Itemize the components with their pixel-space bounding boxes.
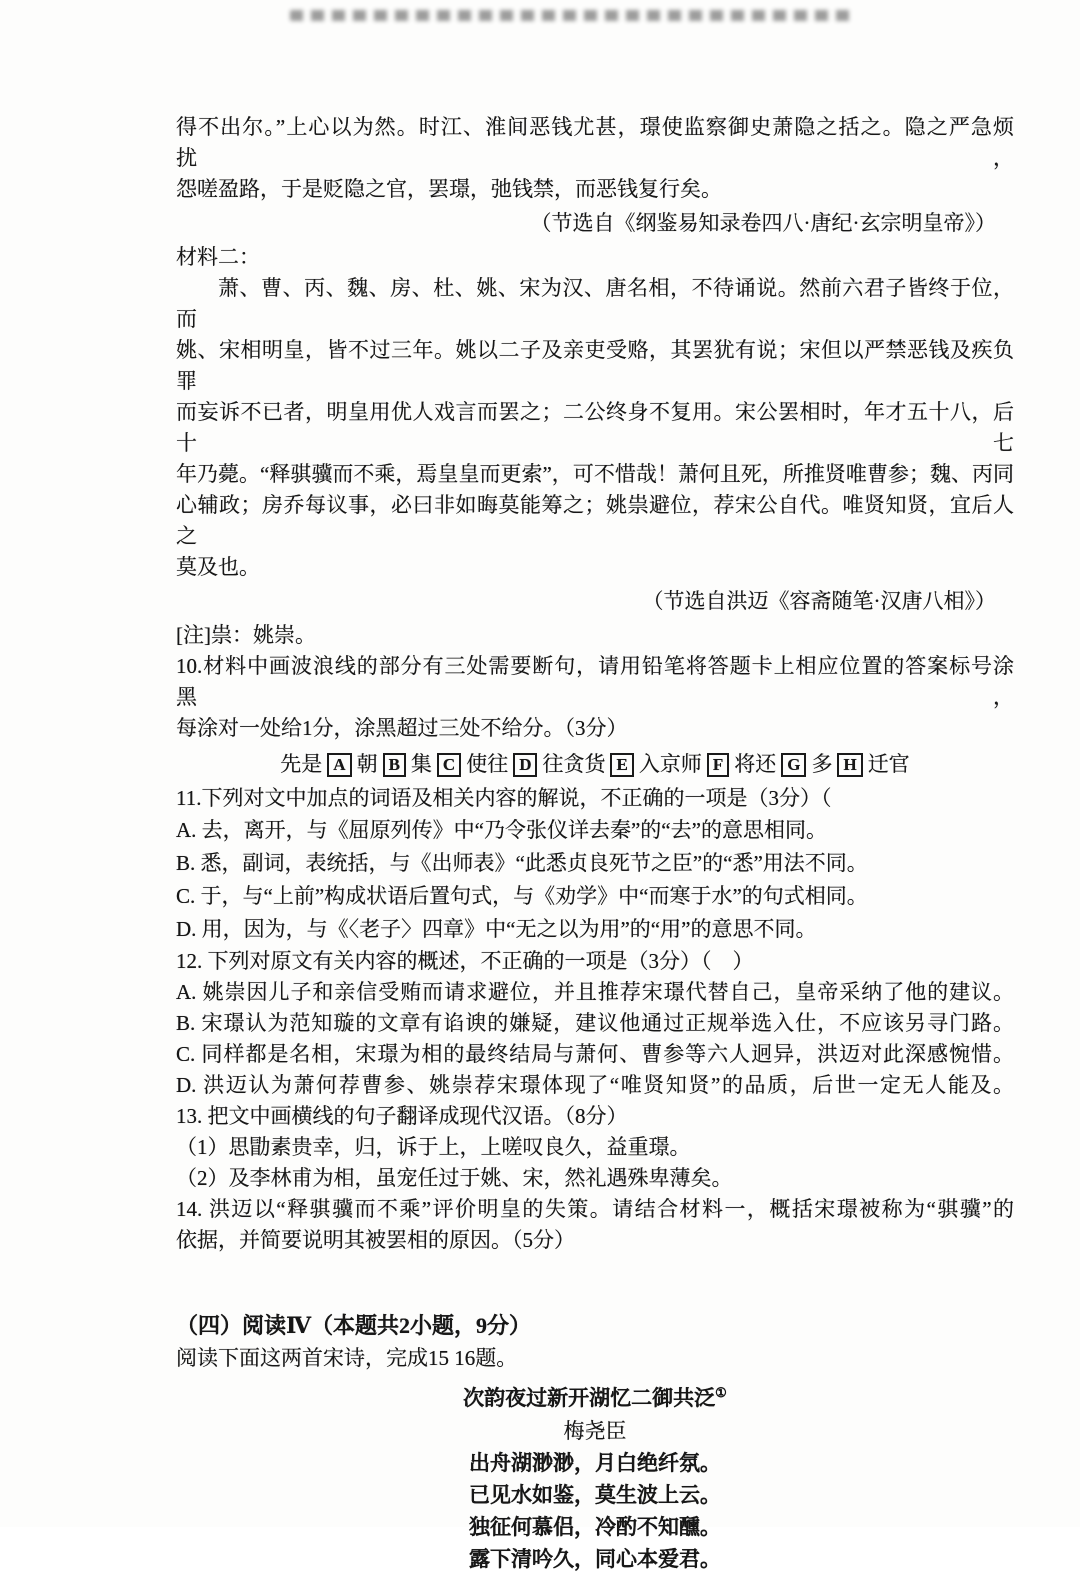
poem-footnote-marker: ① <box>715 1385 727 1400</box>
exam-content-column <box>176 112 1014 1575</box>
section-4-heading: （四）阅读Ⅳ（本题共2小题，9分） <box>176 1313 531 1338</box>
material1-line: 得不出尔。”上心以为然。时江、淮间恶钱尤甚，璟使监察御史萧隐之括之。隐之严急烦扰， <box>176 115 1014 170</box>
question-11-option-a: A. 去，离开，与《屈原列传》中“乃令张仪详去秦”的“去”的意思相同。 <box>176 818 827 842</box>
answer-box-g: G <box>781 753 806 777</box>
question-11-stem: 11.下列对文中加点的词语及相关内容的解说，不正确的一项是（3分）（ <box>176 786 832 810</box>
poem-line: 出舟湖渺渺，月白绝纤氛。 <box>469 1451 721 1475</box>
material2-source-citation: （节选自洪迈《容斋随笔·汉唐八相》） <box>642 589 996 613</box>
material2-label: 材料二： <box>176 245 260 269</box>
question-13-part-2: （2）及李林甫为相，虽宠任过于姚、宋，然礼遇殊卑薄矣。 <box>176 1166 733 1190</box>
question-14-line1: 14. 洪迈以“释骐骥而不乘”评价明皇的失策。请结合材料一，概括宋璟被称为“骐骥”的 <box>176 1197 1014 1221</box>
material2-line: 而妄诉不已者，明皇用优人戏言而罢之；二公终身不复用。宋公罢相时，年才五十八，后十七 <box>176 400 1014 455</box>
poem-line: 独征何慕侣，冷酌不知醺。 <box>469 1515 721 1539</box>
material1-line: 怨嗟盈路，于是贬隐之官，罢璟，弛钱禁，而恶钱复行矣。 <box>176 177 722 201</box>
question-10-break-sentence <box>176 747 1014 781</box>
material2-line: 莫及也。 <box>176 555 260 579</box>
answer-box-c: C <box>437 753 461 777</box>
sentence-segment: 多 <box>811 752 833 776</box>
question-12-stem: 12. 下列对原文有关内容的概述，不正确的一项是（3分）（ ） <box>176 949 754 973</box>
answer-box-h: H <box>837 753 862 777</box>
poem-title <box>176 1376 1014 1415</box>
answer-box-d: D <box>513 753 537 777</box>
poem-line: 已见水如鉴，莫生波上云。 <box>469 1483 721 1507</box>
material2-line: 心辅政；房乔每议事，必曰非如晦莫能筹之；姚祟避位，荐宋公自代。唯贤知贤，宜后人之 <box>176 493 1014 548</box>
sentence-segment: 入京师 <box>638 752 702 776</box>
question-13-part-1: （1）思勖素贵幸，归，诉于上，上嗟叹良久，益重璟。 <box>176 1135 691 1159</box>
poem-line: 露下清吟久，同心本爱君。 <box>469 1547 721 1571</box>
answer-box-f: F <box>707 753 729 777</box>
sentence-segment: 将还 <box>734 752 777 776</box>
answer-box-e: E <box>610 753 633 777</box>
material2-line: 姚、宋相明皇，皆不过三年。姚以二子及亲吏受赂，其罢犹有说；宋但以严禁恶钱及疾负罪 <box>176 338 1014 393</box>
section-4-intro: 阅读下面这两首宋诗，完成15 16题。 <box>176 1346 518 1370</box>
material2-line: 年乃薨。“释骐骥而不乘，焉皇皇而更索”，可不惜哉！萧何且死，所推贤唯曹参；魏、丙同 <box>176 462 1014 486</box>
faded-cutoff-line <box>290 10 850 21</box>
sentence-segment: 往贪货 <box>542 752 606 776</box>
sentence-segment: 先是 <box>280 752 323 776</box>
answer-box-a: A <box>327 753 351 777</box>
question-11-option-b: B. 悉，副词，表统括，与《出师表》“此悉贞良死节之臣”的“悉”用法不同。 <box>176 851 868 875</box>
footnote: [注]祟：姚崇。 <box>176 623 316 647</box>
question-12-option-b: B. 宋璟认为范知璇的文章有谄谀的嫌疑，建议他通过正规举选入仕，不应该另寻门路。 <box>176 1011 1014 1035</box>
sentence-segment: 朝 <box>356 752 378 776</box>
question-10-stem-line1: 10.材料中画波浪线的部分有三处需要断句，请用铅笔将答题卡上相应位置的答案标号涂黑， <box>176 654 1014 709</box>
question-11-option-d: D. 用，因为，与《〈老子〉四章》中“无之以为用”的“用”的意思不同。 <box>176 917 817 941</box>
sentence-segment: 集 <box>410 752 432 776</box>
question-11-option-c: C. 于，与“上前”构成状语后置句式，与《劝学》中“而寒于水”的句式相同。 <box>176 884 868 908</box>
poem-title-text: 次韵夜过新开湖忆二御共泛 <box>463 1386 716 1410</box>
question-12-option-a: A. 姚崇因儿子和亲信受贿而请求避位，并且推荐宋璟代替自己，皇帝采纳了他的建议。 <box>176 980 1014 1004</box>
poet-name: 梅尧臣 <box>563 1419 627 1443</box>
question-14-line2: 依据，并简要说明其被罢相的原因。（5分） <box>176 1228 575 1252</box>
sentence-segment: 迁官 <box>867 752 910 776</box>
question-13-stem: 13. 把文中画横线的句子翻译成现代汉语。（8分） <box>176 1104 628 1128</box>
question-10-stem-line2: 每涂对一处给1分，涂黑超过三处不给分。（3分） <box>176 716 628 740</box>
material2-line: 萧、曹、丙、魏、房、杜、姚、宋为汉、唐名相，不待诵说。然前六君子皆终于位，而 <box>176 276 1014 331</box>
sentence-segment: 使往 <box>466 752 509 776</box>
question-12-option-d: D. 洪迈认为萧何荐曹参、姚崇荐宋璟体现了“唯贤知贤”的品质，后世一定无人能及。 <box>176 1073 1014 1097</box>
answer-box-b: B <box>383 753 406 777</box>
question-12-option-c: C. 同样都是名相，宋璟为相的最终结局与萧何、曹参等六人迥异，洪迈对此深感惋惜。 <box>176 1042 1014 1066</box>
material1-source-citation: （节选自《纲鉴易知录卷四八·唐纪·玄宗明皇帝》） <box>530 211 996 235</box>
